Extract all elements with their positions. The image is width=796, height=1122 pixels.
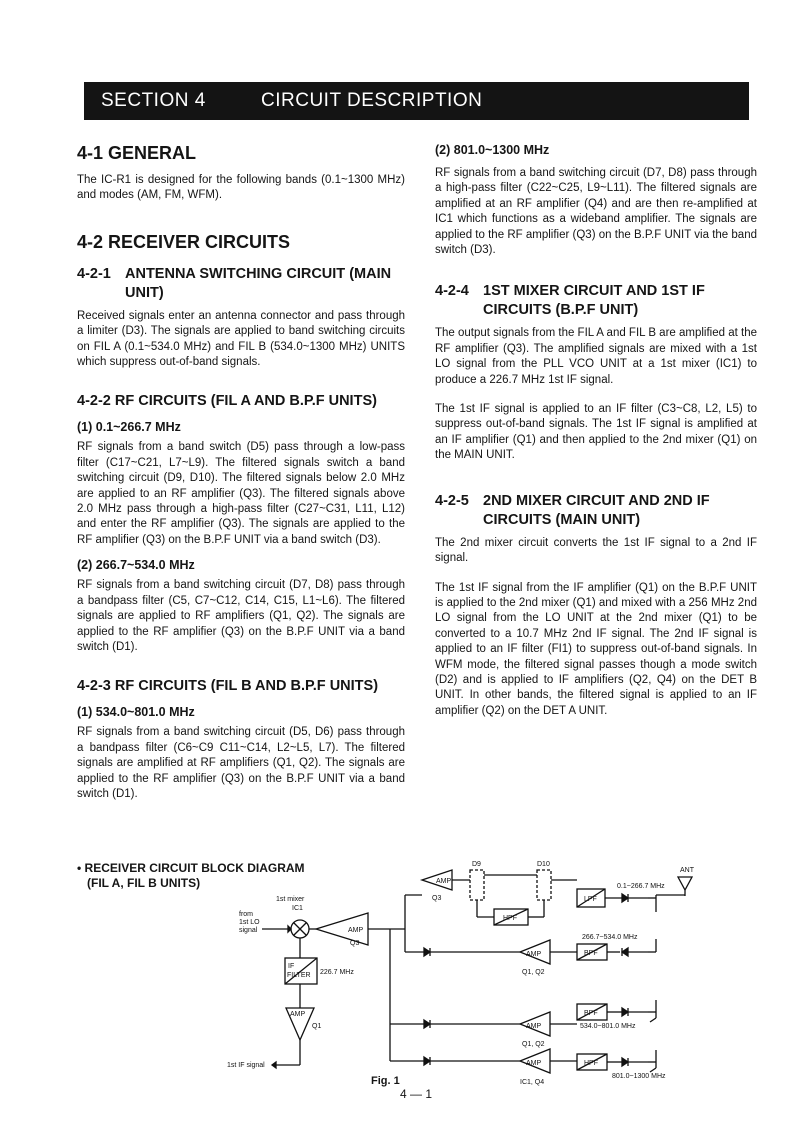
section-number: SECTION 4 (101, 90, 206, 111)
heading-rf-a: 4-2-2 RF CIRCUITS (FIL A AND B.P.F UNITS) (77, 393, 377, 410)
label-d10: D10 (537, 861, 550, 868)
heading-antenna: 4-2-1 ANTENNA SWITCHING CIRCUIT (MAIN UNIT) (77, 265, 392, 301)
mixer-2-text-2: The 1st IF signal from the IF amplifier (Q1) on the B.P.F UNIT is applied to the 2nd mixer (Q1) and mixed with a 256 MHz 2nd LO signal from the LO UNIT at the 2nd mixer (Q1) to be converted to a 10.7 MHz 2nd IF signal. The 2nd IF signal is applied to an IF filter (FI1) to suppress out-of-band signals. In WFM mode, the filtered signal passes though a mode switch (D2) and is applied to IF amplifiers (Q2, Q4) on the DET B UNIT. In other bands, the filtered signal is applied to an IF amplifier (Q2) on the DET A UNIT. (435, 581, 757, 717)
heading-general: 4-1 GENERAL (77, 143, 197, 163)
mixer-symbol (291, 920, 309, 938)
label-if-freq: 226.7 MHz (320, 969, 354, 976)
label-band-3: 534.0~801.0 MHz (580, 1023, 636, 1030)
label-band-2: 266.7~534.0 MHz (582, 934, 638, 941)
heading-receiver: 4-2 RECEIVER CIRCUITS (77, 231, 291, 252)
label-1st-mixer: 1st mixer (276, 896, 305, 903)
band-1-text: RF signals from a band switch (D5) pass through a low-pass filter (C17~C21, L7~L9). The filtered signals switch a band switching circuit (D9, D10). The filtered signals below 2.0 MHz are applied to an RF amplifier (Q3). The filtered signals above 2.0 MHz pass through a high-pass filter (C27~C31, L11, L12) and enter the RF amplifier (Q3). The signals are applied to the RF amplifier (Q3) on the B.P.F UNIT via a band switch (D3). (77, 441, 405, 546)
label-q1: Q1 (312, 1023, 322, 1030)
label-1st-if-signal: 1st IF signal (227, 1062, 265, 1069)
band-2-text: RF signals from a band switching circuit (D7, D8) pass through a bandpass filter (C5, C7~C12, C14, C15, L1~L6). The filtered signals are applied to RF amplifiers (Q1, Q2). The signals are applied to the RF amplifier (Q3) on the B.P.F UNIT via a band switch (D1). (77, 579, 405, 653)
label-lpf: LPF (584, 896, 597, 903)
label-d9: D9 (472, 861, 481, 868)
heading-mixer-1: 4-2-4 1ST MIXER CIRCUIT AND 1ST IF CIRCUITS (B.P.F UNIT) (435, 283, 705, 319)
label-amp-q3: AMP (348, 927, 364, 934)
band-3-text: RF signals from a band switching circuit (D5, D6) pass through a bandpass filter (C6~C9 C11~C14, L2~L5, L7). The filtered signals are amplified at RF amplifiers (Q1, Q2). The signals are applied to the RF amplifier (Q3) on the B.P.F UNIT via a band switch (D1). (77, 726, 405, 800)
label-if: IF (288, 963, 295, 970)
general-text: The IC-R1 is designed for the following bands (0.1~1300 MHz) and modes (AM, FM, WFM). (77, 174, 405, 202)
mixer-1-text-1: The output signals from the FIL A and FIL B are amplified at the RF amplifier (Q3). The amplified signals are mixed with a 1st LO signal from the PLL VCO UNIT at a 1st mixer (IC1) to produce a 226.7 MHz 1st IF signal. (435, 327, 757, 386)
label-mixer-ic1: IC1 (292, 905, 303, 912)
label-hpf-fila: HPF (503, 915, 517, 922)
label-amp-ic1q4: AMP (526, 1060, 542, 1067)
label-amp-q1: AMP (290, 1011, 306, 1018)
label-ant: ANT (680, 867, 694, 874)
heading-rf-b: 4-2-3 RF CIRCUITS (FIL B AND B.P.F UNITS) (77, 678, 379, 695)
label-filter: FILTER (287, 972, 311, 979)
label-from: from (239, 911, 253, 918)
page-number: 4 — 1 (400, 1087, 433, 1101)
sub-band-2: (2) 266.7~534.0 MHz (77, 558, 195, 573)
diode-d10-box (537, 870, 551, 900)
antenna-symbol (678, 877, 692, 890)
label-lo-1: 1st LO (239, 919, 260, 926)
heading-mixer-2: 4-2-5 2ND MIXER CIRCUIT AND 2ND IF CIRCUITS (MAIN UNIT) (435, 492, 710, 528)
label-lo-2: signal (239, 927, 258, 934)
sub-band-1: (1) 0.1~266.7 MHz (77, 420, 181, 435)
label-band-4: 801.0~1300 MHz (612, 1073, 666, 1080)
label-bpf-a: BPF (584, 950, 598, 957)
label-ic1q4: IC1, Q4 (520, 1079, 545, 1086)
figure-title: • RECEIVER CIRCUIT BLOCK DIAGRAM (FIL A, FIL B UNITS) (77, 861, 305, 890)
label-fila-q3: Q3 (432, 895, 442, 902)
figure-caption: Fig. 1 (371, 1075, 400, 1087)
sub-band-3: (1) 534.0~801.0 MHz (77, 705, 195, 720)
label-amp-b: AMP (526, 1023, 542, 1030)
label-q3: Q3 (350, 940, 360, 947)
label-q1q2-a: Q1, Q2 (522, 969, 545, 976)
band-4-text: RF signals from a band switching circuit (D7, D8) pass through a high-pass filter (C22~C25, L9~L11). The filtered signals are amplified at an RF amplifier (Q4) and are then re-amplified at IC1 which functions as a wideband amplifier. The signals are applied to the RF amplifier (Q3) on the B.P.F UNIT via the band switch (D3). (435, 167, 757, 257)
label-bpf-b: BPF (584, 1010, 598, 1017)
label-amp-a: AMP (526, 951, 542, 958)
label-amp-fila: AMP (436, 878, 452, 885)
sub-band-4: (2) 801.0~1300 MHz (435, 143, 550, 157)
label-hpf-filb: HPF (584, 1060, 598, 1067)
mixer-1-text-2: The 1st IF signal is applied to an IF filter (C3~C8, L2, L5) to suppress out-of-band signals. The 1st IF signal is amplified at an IF amplifier (Q1) and then applied to the 2nd mixer (Q1) on the MAIN UNIT. (435, 403, 757, 462)
label-q1q2-b: Q1, Q2 (522, 1041, 545, 1048)
mixer-2-text-1: The 2nd mixer circuit converts the 1st IF signal to a 2nd IF signal. (435, 536, 757, 565)
label-band-1: 0.1~266.7 MHz (617, 883, 665, 890)
antenna-text: Received signals enter an antenna connector and pass through a limiter (D3). The signals are applied to band switching circuits on FIL A (0.1~534.0 MHz) and FIL B (534.0~1300 MHz) UNITS which suppress out-of-band signals. (77, 309, 405, 369)
diode-d9-box (470, 870, 484, 900)
section-title: CIRCUIT DESCRIPTION (261, 90, 483, 111)
